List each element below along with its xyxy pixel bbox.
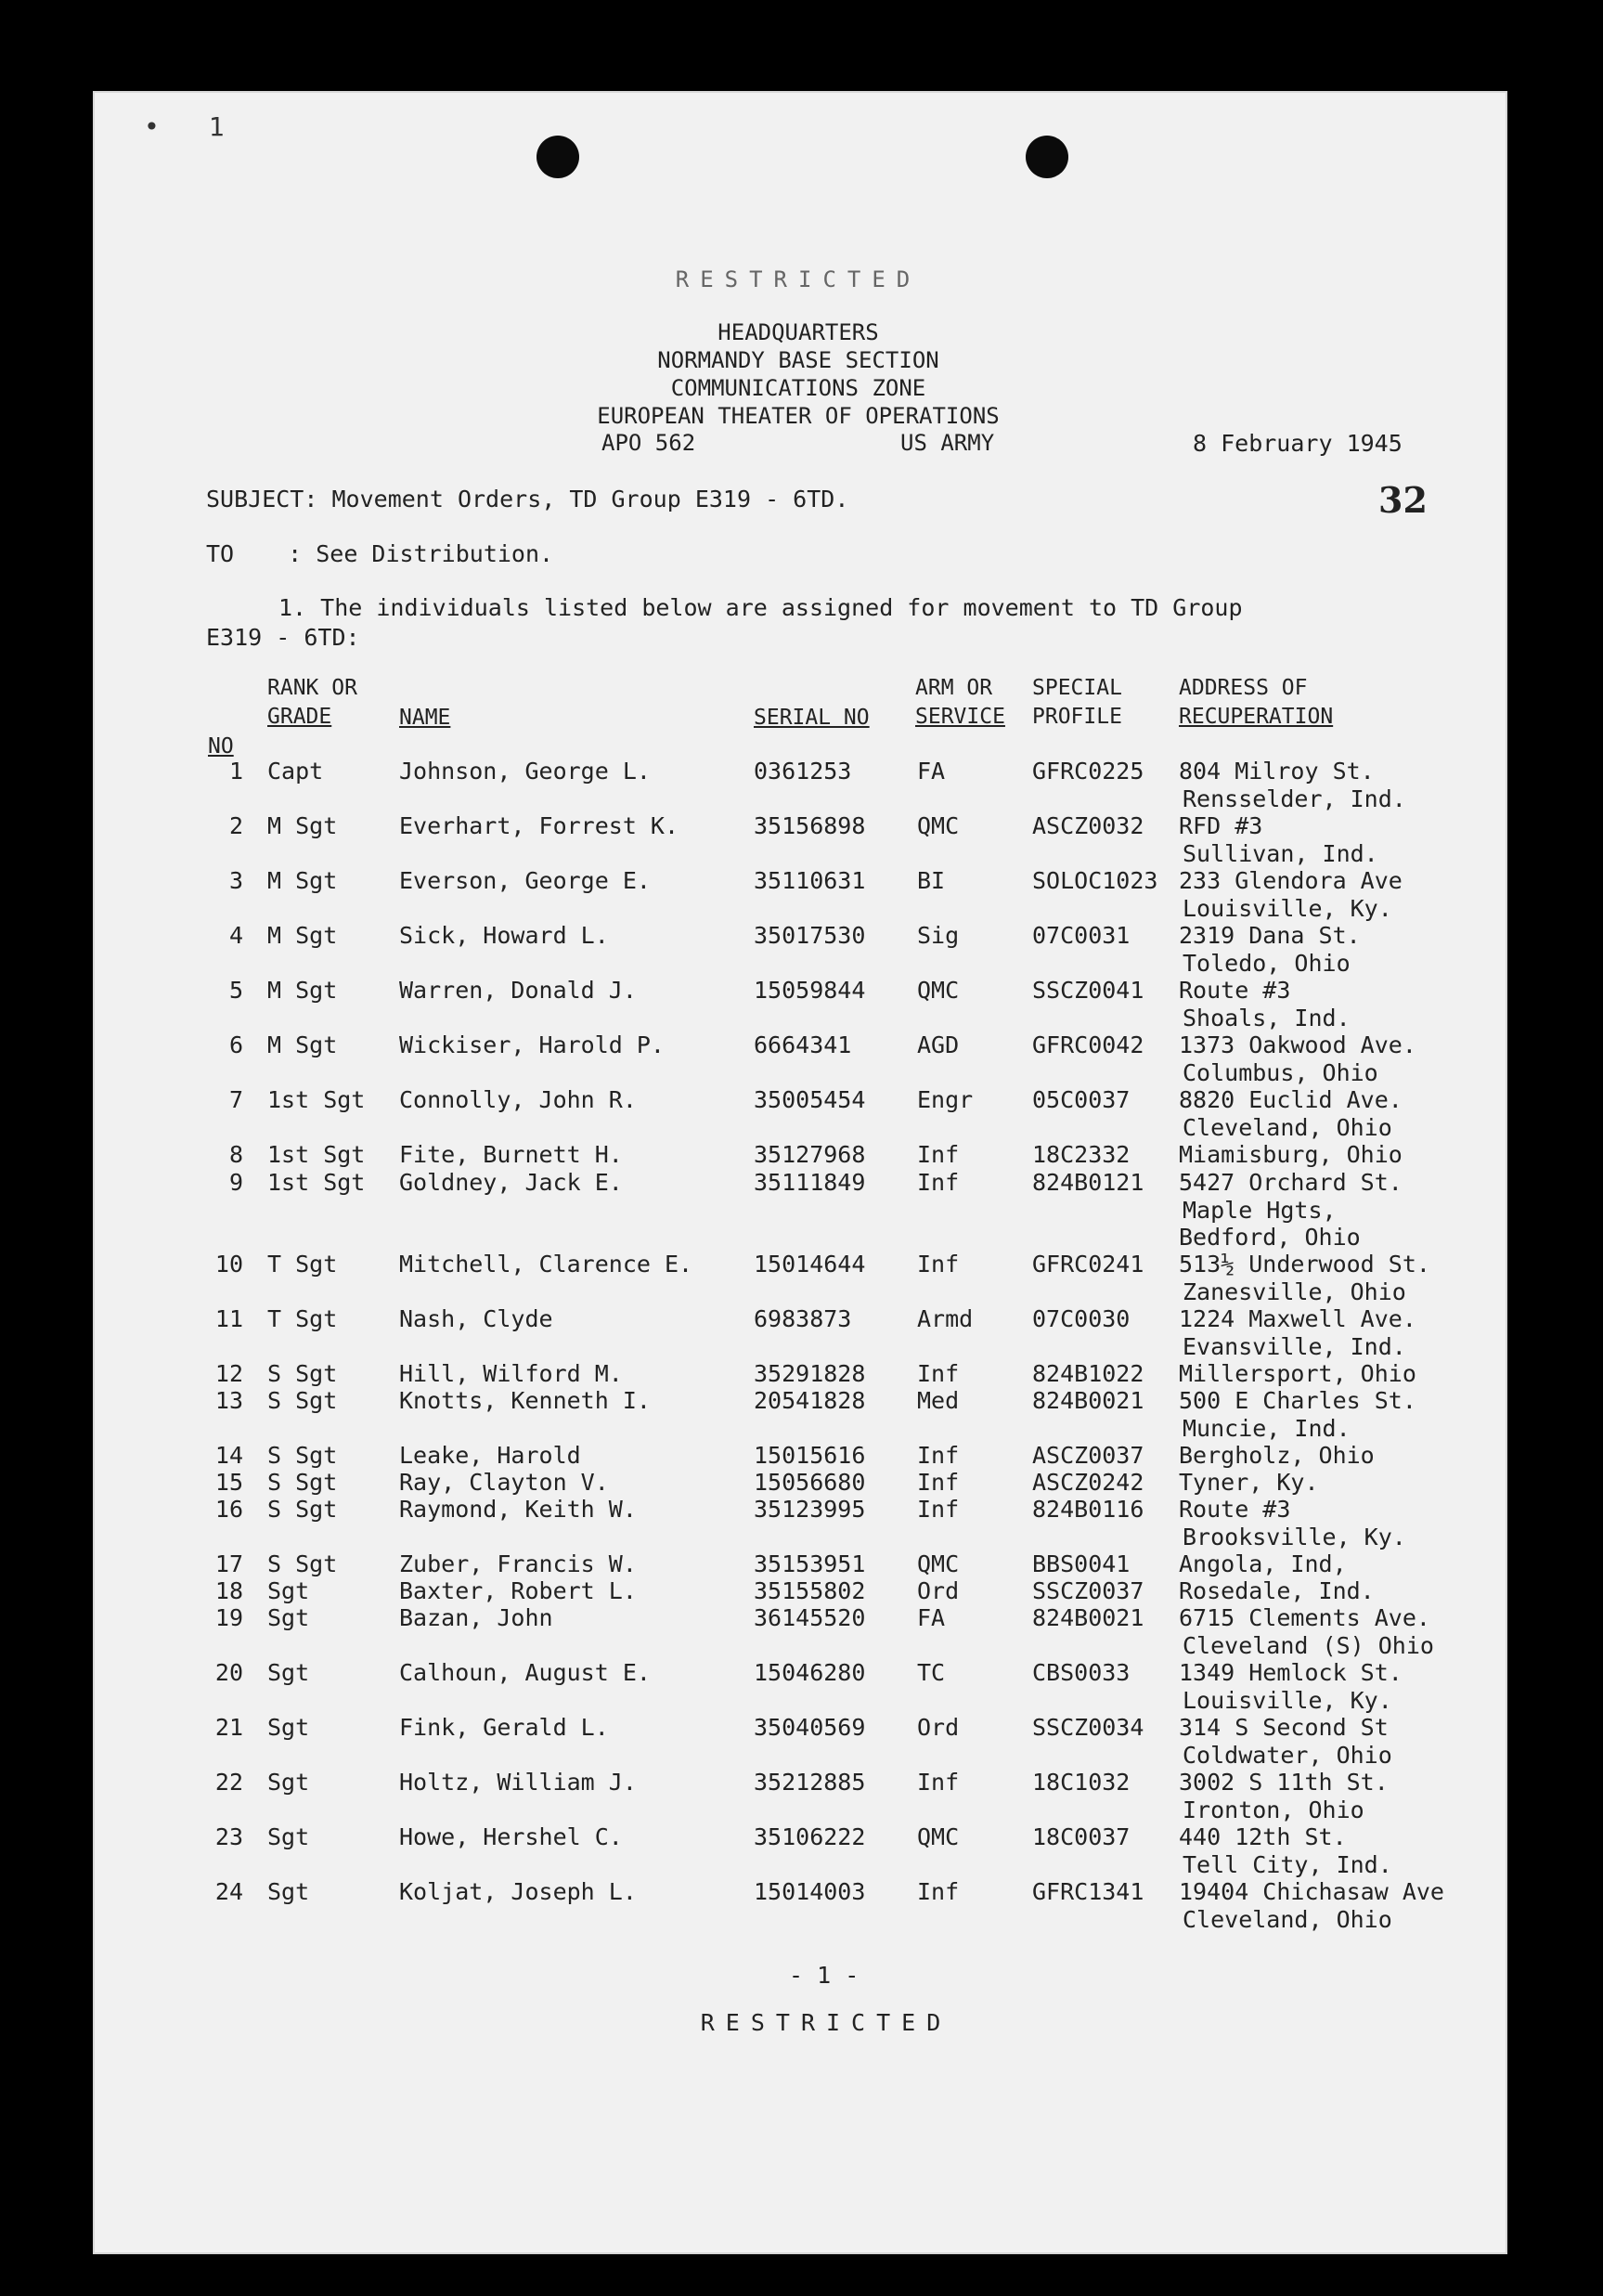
paragraph-line-1: 1. The individuals listed below are assigned for movement to TD Group (278, 594, 1243, 621)
col-header-rank: RANK OR GRADE (267, 676, 357, 729)
to-line (206, 540, 553, 567)
hq-line-2: NORMANDY BASE SECTION (657, 347, 939, 373)
paragraph-line-2: E319 - 6TD: (206, 624, 360, 651)
restricted-header: RESTRICTED (675, 266, 922, 292)
col-header-address: ADDRESS OF RECUPERATION (1179, 676, 1334, 729)
table-row: 14 S Sgt Leake, Harold 15015616 Inf ASCZ0037 Bergholz, Ohio (214, 1442, 1375, 1469)
table-row: 24 Sgt Koljat, Joseph L. 15014003 Inf GFRC1341 19404 Chichasaw Ave Cleveland, Ohio (214, 1878, 1444, 1933)
table-row: 1 Capt Johnson, George L. 0361253 FA GFRC0225 804 Milroy St. Rensselder, Ind. (228, 758, 1406, 812)
us-army-label: US ARMY (900, 430, 995, 456)
table-row: 15 S Sgt Ray, Clayton V. 15056680 Inf ASCZ0242 Tyner, Ky. (214, 1469, 1319, 1496)
table-row: 8 1st Sgt Fite, Burnett H. 35127968 Inf 18C2332 Miamisburg, Ohio (228, 1141, 1403, 1168)
table-row: 2 M Sgt Everhart, Forrest K. 35156898 QMC ASCZ0032 RFD #3 Sullivan, Ind. (228, 812, 1378, 867)
corner-mark: • 1 (144, 111, 241, 142)
hq-line-1: HEADQUARTERS (717, 319, 879, 345)
table-row: 6 M Sgt Wickiser, Harold P. 6664341 AGD GFRC0042 1373 Oakwood Ave. Columbus, Ohio (228, 1031, 1416, 1086)
col-header-name: NAME (399, 706, 451, 730)
table-row: 3 M Sgt Everson, George E. 35110631 BI SOLOC1023 233 Glendora Ave Louisville, Ky. (228, 867, 1403, 922)
restricted-footer: RESTRICTED (700, 2009, 952, 2036)
col-header-no: NO (208, 734, 234, 759)
table-row: 21 Sgt Fink, Gerald L. 35040569 Ord SSCZ0034 314 S Second St Coldwater, Ohio (214, 1714, 1392, 1769)
table-row: 13 S Sgt Knotts, Kenneth I. 20541828 Med 824B0021 500 E Charles St. Muncie, Ind. (214, 1387, 1416, 1442)
table-row: 10 T Sgt Mitchell, Clarence E. 15014644 Inf GFRC0241 513½ Underwood St. Zanesville, Ohio (214, 1251, 1430, 1305)
table-row: 7 1st Sgt Connolly, John R. 35005454 Engr 05C0037 8820 Euclid Ave. Cleveland, Ohio (228, 1086, 1403, 1141)
punch-hole-left (536, 136, 579, 178)
to-label: TO (206, 540, 235, 567)
col-header-serial: SERIAL NO (754, 706, 870, 730)
punch-hole-right (1026, 136, 1068, 178)
subject-text: Movement Orders, TD Group E319 - 6TD. (331, 486, 849, 512)
page-mark: 32 (1378, 479, 1428, 521)
table-row: 4 M Sgt Sick, Howard L. 35017530 Sig 07C0031 2319 Dana St. Toledo, Ohio (228, 922, 1361, 977)
apo-number: APO 562 (601, 430, 696, 456)
hq-line-4: EUROPEAN THEATER OF OPERATIONS (597, 403, 1000, 429)
subject-label: SUBJECT: (206, 486, 318, 512)
table-row: 23 Sgt Howe, Hershel C. 35106222 QMC 18C0037 440 12th St. Tell City, Ind. (214, 1823, 1392, 1878)
table-row: 19 Sgt Bazan, John 36145520 FA 824B0021 6715 Clements Ave. Cleveland (S) Ohio (214, 1604, 1434, 1659)
table-row: Bedford, Ohio (1179, 1224, 1361, 1251)
headquarters-block (520, 318, 1077, 430)
subject-line (206, 486, 848, 512)
table-row: 9 1st Sgt Goldney, Jack E. 35111849 Inf 824B0121 5427 Orchard St. Maple Hgts, (228, 1169, 1403, 1224)
table-row: 5 M Sgt Warren, Donald J. 15059844 QMC SSCZ0041 Route #3 Shoals, Ind. (228, 977, 1351, 1031)
table-row: 22 Sgt Holtz, William J. 35212885 Inf 18C1032 3002 S 11th St. Ironton, Ohio (214, 1769, 1389, 1823)
table-row: 16 S Sgt Raymond, Keith W. 35123995 Inf 824B0116 Route #3 Brooksville, Ky. (214, 1496, 1406, 1550)
table-row: 18 Sgt Baxter, Robert L. 35155802 Ord SSCZ0037 Rosedale, Ind. (214, 1577, 1375, 1604)
table-row: 17 S Sgt Zuber, Francis W. 35153951 QMC BBS0041 Angola, Ind, (214, 1550, 1347, 1577)
table-row: 20 Sgt Calhoun, August E. 15046280 TC CBS0033 1349 Hemlock St. Louisville, Ky. (214, 1659, 1403, 1714)
page-number: - 1 - (789, 1962, 860, 1989)
document-date: 8 February 1945 (1193, 430, 1403, 457)
col-header-profile: SPECIAL PROFILE (1032, 676, 1122, 729)
table-row: 12 S Sgt Hill, Wilford M. 35291828 Inf 824B1022 Millersport, Ohio (214, 1360, 1416, 1387)
table-row: 11 T Sgt Nash, Clyde 6983873 Armd 07C0030 1224 Maxwell Ave. Evansville, Ind. (214, 1305, 1416, 1360)
to-text: : See Distribution. (288, 540, 554, 567)
col-header-arm: ARM OR SERVICE (915, 676, 1005, 729)
hq-line-3: COMMUNICATIONS ZONE (670, 375, 926, 401)
